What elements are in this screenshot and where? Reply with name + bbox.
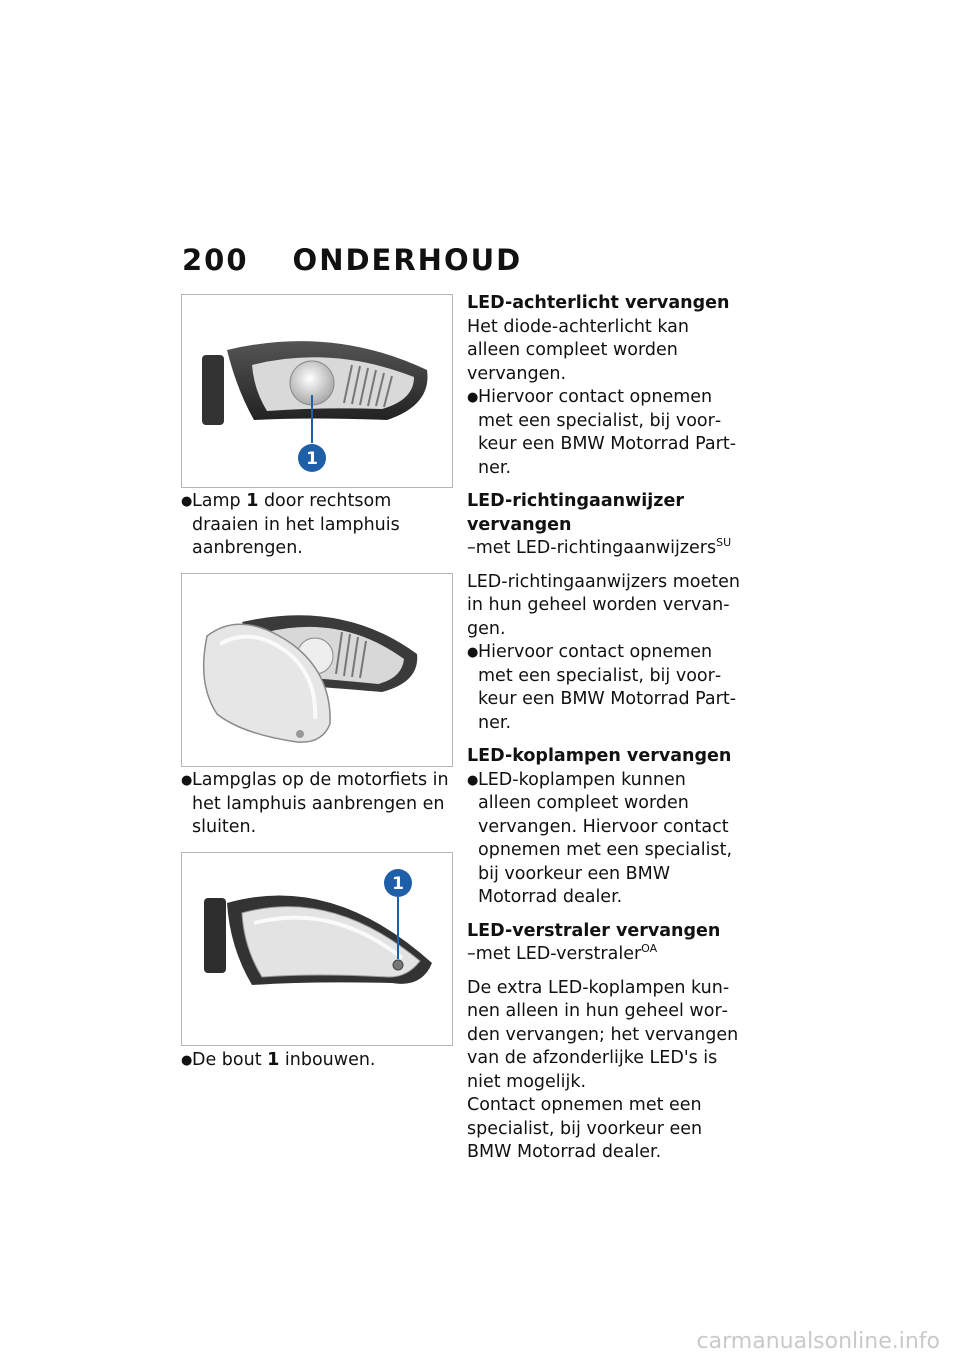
figure-screw-install [181,852,453,1046]
option-note [467,943,742,967]
bullet-text: LED-koplampen kunnen alleen compleet worden vervangen. Hiervoor contact opnemen met een specialist, bij voorkeur een BMW Motorrad dealer. [478,769,733,907]
page-number: 200 [182,243,249,277]
callout-label: 1 [392,874,404,894]
bullet-text: Hiervoor contact opnemen met een specialist, bij voorkeur een BMW Motorrad Partner. [478,387,737,478]
heading-led-taillight: LED-achterlicht vervangen [467,293,730,313]
bullet-text: Hiervoor contact opnemen met een specialist, bij voorkeur een BMW Motorrad Partner. [478,642,737,733]
list-item [467,386,742,480]
step-install-lens [181,769,456,840]
bullet-icon: ● [467,645,479,660]
step-text: door rechtsom draaien in het lamphuis aanbrengen. [192,491,400,558]
paragraph: Contact opnemen met een specialist, bij voorkeur een BMW Motorrad dealer. [467,1095,703,1162]
section-title: ONDERHOUD [292,243,523,277]
option-note-text: –met LED-richtingaanwijzers [467,538,717,558]
figure-lens-install [181,573,453,767]
paragraph: LED-richtingaanwijzers moeten in hun geheel worden vervangen. [467,571,740,639]
callout-reference: 1 [267,1050,280,1070]
watermark: carmanualsonline.info [696,1329,940,1354]
page-header [182,243,522,277]
step-install-screw [181,1049,456,1073]
heading-led-indicator: LED-richtingaanwijzer vervangen [467,491,684,535]
list-item [467,641,742,735]
bullet-icon: ● [181,1053,193,1068]
bullet-icon: ● [467,772,479,788]
figure-bulb-install [181,294,453,488]
bullet-icon: ● [181,773,193,788]
paragraph: Het diode-achterlicht kan alleen compleet worden vervangen. [467,316,689,384]
step-text: Lampglas op de motorfiets in het lamphuis aanbrengen en sluiten. [192,770,449,837]
step-text: inbouwen. [279,1050,376,1070]
heading-led-headlight: LED-koplampen vervangen [467,746,732,766]
option-note [467,537,742,561]
right-column [467,292,742,1165]
bullet-icon: ● [181,494,193,509]
option-note-text: –met LED-verstraler [467,944,642,964]
list-item [467,769,742,910]
callout-reference: 1 [246,491,259,511]
callout-label: 1 [306,449,318,469]
bullet-icon: ● [467,390,479,405]
option-code: SU [716,536,732,550]
step-install-bulb [181,490,456,561]
heading-led-auxiliary-light: LED-verstraler vervangen [467,920,721,941]
paragraph: De extra LED-koplampen kunnen alleen in hun geheel worden vervangen; het vervangen van de afzonderlijke LED's is niet mogelijk. [467,977,739,1092]
step-text: De bout [192,1050,268,1070]
option-code: OA [641,942,658,956]
step-text: Lamp [192,491,247,511]
